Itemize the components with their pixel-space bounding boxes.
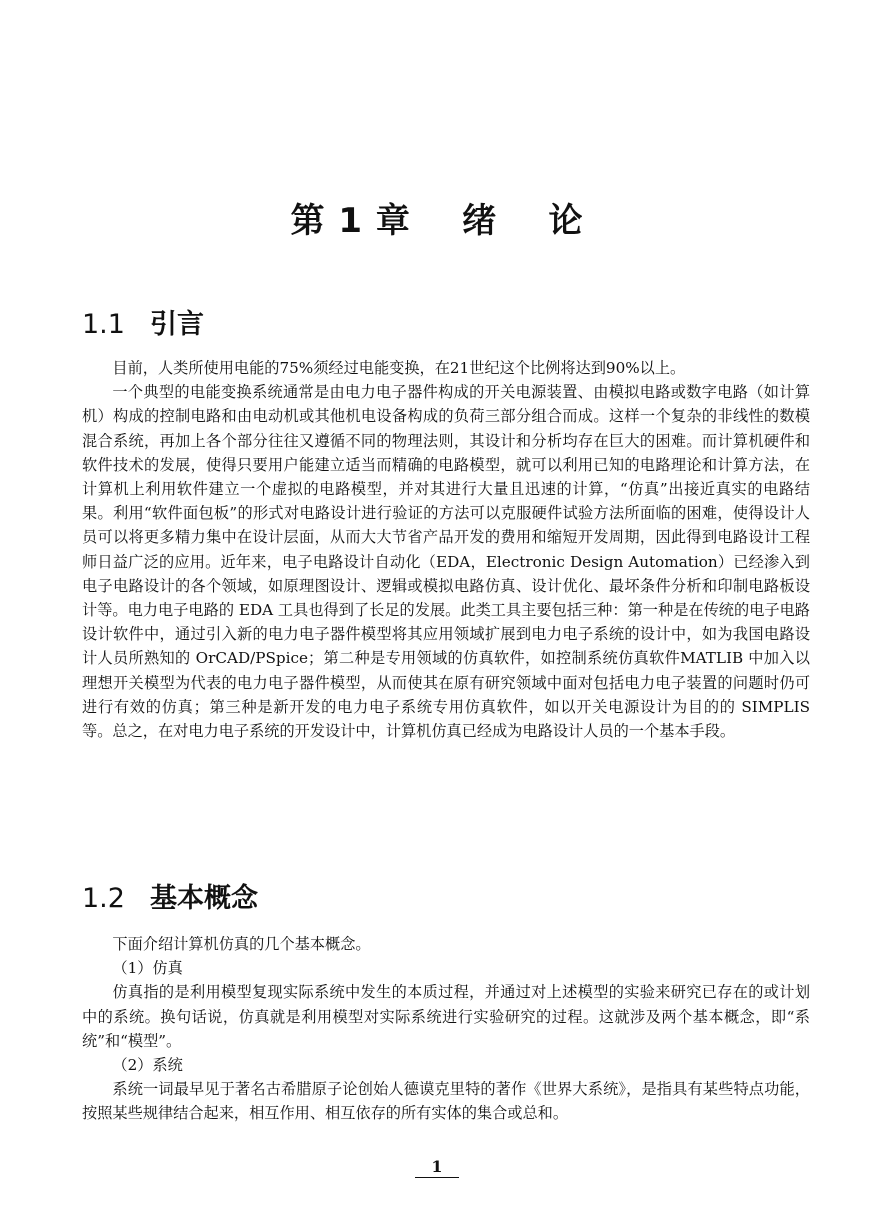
- paragraph: 下面介绍计算机仿真的几个基本概念。: [112, 935, 371, 953]
- section-1-2-body: [82, 932, 810, 1126]
- section-number: 1.2: [82, 883, 125, 914]
- paragraph: 仿真指的是利用模型复现实际系统中发生的本质过程，并通过对上述模型的实验来研究已存在的或计划中的系统。换句话说，仿真就是利用模型对实际系统进行实验研究的过程。这就涉及两个基本概念，即“系统”和“模型”。: [82, 983, 810, 1050]
- section-title: 基本概念: [150, 883, 258, 914]
- paragraph: 目前，人类所使用电能的75%须经过电能变换，在21世纪这个比例将达到90%以上。: [112, 359, 686, 377]
- paragraph: 一个典型的电能变换系统通常是由电力电子器件构成的开关电源装置、由模拟电路或数字电路（如计算机）构成的控制电路和由电动机或其他机电设备构成的负荷三部分组合而成。这样一个复杂的非线性的数模混合系统，再加上各个部分往往又遵循不同的物理法则，其设计和分析均存在巨大的困难。而计算机硬件和软件技术的发展，使得只要用户能建立适当而精确的电路模型，就可以利用已知的电路理论和计算方法，在计算机上利用软件建立一个虚拟的电路模型，并对其进行大量且迅速的计算，“仿真”出接近真实的电路结果。利用“软件面包板”的形式对电路设计进行验证的方法可以克服硬件试验方法所面临的困难，使得设计人员可以将更多精力集中在设计层面，从而大大节省产品开发的费用和缩短开发周期，因此得到电路设计工程师日益广泛的应用。近年来，电子电路设计自动化（EDA，Electronic Design Automation）已经渗入到电子电路设计的各个领域，如原理图设计、逻辑或模拟电路仿真、设计优化、最坏条件分析和印制电路板设计等。电力电子电路的 EDA 工具也得到了长足的发展。此类工具主要包括三种：第一种是在传统的电子电路设计软件中，通过引入新的电力电子器件模型将其应用领域扩展到电力电子系统的设计中，如为我国电路设计人员所熟知的 OrCAD/PSpice；第二种是专用领域的仿真软件，如控制系统仿真软件MATLIB 中加入以理想开关模型为代表的电力电子器件模型，从而使其在原有研究领域中面对包括电力电子装置的问题时仍可进行有效的仿真；第三种是新开发的电力电子系统专用仿真软件，如以开关电源设计为目的的 SIMPLIS 等。总之，在对电力电子系统的开发设计中，计算机仿真已经成为电路设计人员的一个基本手段。: [82, 383, 810, 741]
- subheading: （1）仿真: [112, 959, 183, 978]
- subheading: （2）系统: [112, 1056, 183, 1075]
- section-1-1-body: [82, 356, 810, 743]
- page-number: [0, 1157, 874, 1178]
- section-number: 1.1: [82, 309, 125, 340]
- section-heading-1-2: [82, 876, 258, 915]
- paragraph: 系统一词最早见于著名古希腊原子论创始人德谟克里特的著作《世界大系统》，是指具有某些特点功能，按照某些规律结合起来，相互作用、相互依存的所有实体的集合或总和。: [82, 1080, 810, 1123]
- section-heading-1-1: [82, 302, 204, 341]
- section-title: 引言: [150, 309, 204, 340]
- chapter-title: 第 1 章 绪 论: [290, 201, 584, 241]
- page-number-text: 1: [415, 1157, 458, 1178]
